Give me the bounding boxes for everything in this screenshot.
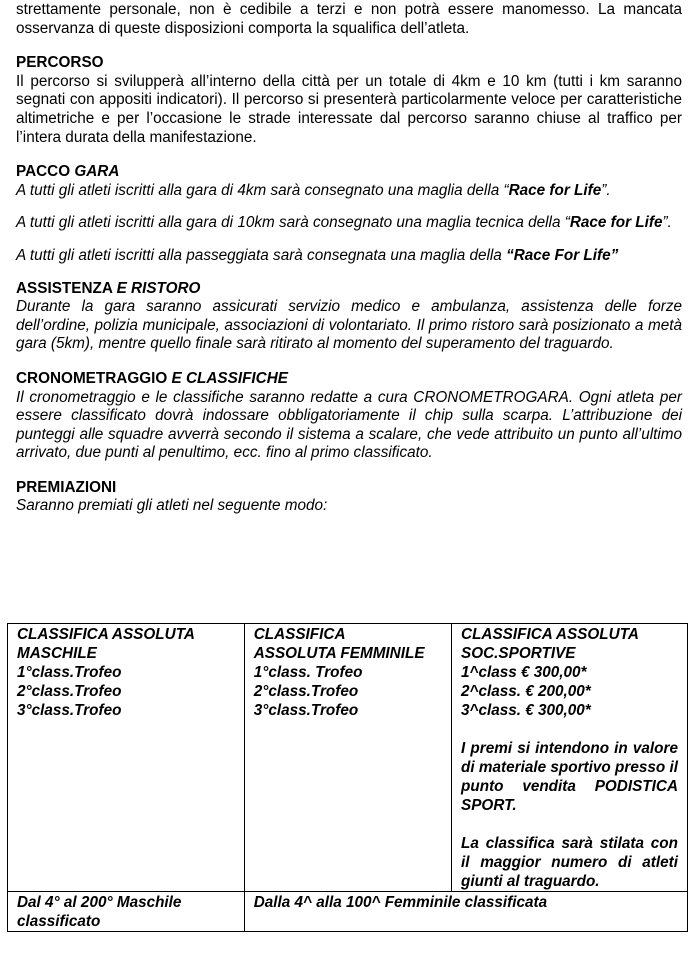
col-header-maschile: CLASSIFICA ASSOLUTA MASCHILE [17,626,195,662]
col-maschile [8,624,245,892]
premiazioni-intro: Saranno premiati gli atleti nel seguente modo: [16,497,328,515]
list-item: 3^class. € 300,00* [461,702,591,719]
pacco-paragraph-4km: A tutti gli atleti iscritti alla gara di 4km sarà consegnato una maglia della “Race for Life”. [16,181,611,199]
bottom-left-cell: Dal 4° al 200° Maschile classificato [8,892,245,932]
intro-paragraph: strettamente personale, non è cedibile a terzi e non potrà essere manomesso. La mancata osservanza di queste disposizioni comporta la squalifica dell’atleta. [16,1,682,37]
pacco-heading: PACCO GARA [16,163,120,181]
premiazioni-heading: PREMIAZIONI [16,478,117,496]
table-row [8,624,688,892]
premi-note: I premi si intendono in valore di materiale sportivo presso il punto vendita PODISTICA SPORT. [461,740,678,814]
assistenza-paragraph: Durante la gara saranno assicurati servizio medico e ambulanza, assistenza delle forze dell’ordine, polizia municipale, associazioni di volontariato. Il primo ristoro sarà posizionato a metà gara (5km), mentre quello finale sarà ritirato al momento del superamento del traguardo. [16,298,682,353]
pacco-paragraph-passeggiata: A tutti gli atleti iscritti alla passeggiata sarà consegnata una maglia della “Race For Life” [16,246,619,264]
col-header-femminile-1: CLASSIFICA [253,626,346,643]
crono-paragraph: Il cronometraggio e le classifiche saranno redatte a cura CRONOMETROGARA. Ogni atleta per essere classificato dovrà indossare obbligatoriamente il chip sulla scarpa. L’attribuzione dei punteggi alle squadre avverrà secondo il sistema a scalare, che vede attribuito un punto all’ultimo arrivato, due punti al penultimo, ecc. fino al primo classificato. [16,388,682,462]
list-item: 3°class.Trofeo [17,702,122,719]
list-item: 3°class.Trofeo [253,702,359,719]
list-item: 1°class.Trofeo [17,664,122,681]
table-row [8,892,688,932]
percorso-paragraph: Il percorso si svilupperà all’interno della città per un totale di 4km e 10 km (tutti i km saranno segnati con appositi indicatori). Il percorso si presenterà particolarmente veloce per caratteristiche altimetriche e per l’occasione le strade interessate dal percorso saranno chiuse al traffico per l’intera durata della manifestazione. [16,72,682,146]
list-item: 2°class.Trofeo [17,683,122,700]
col-societa [452,624,688,892]
list-item: 2^class. € 200,00* [461,683,591,700]
list-item: 1°class. Trofeo [253,664,363,681]
bottom-right-cell: Dalla 4^ alla 100^ Femminile classificata [244,892,687,932]
pacco-paragraph-10km: A tutti gli atleti iscritti alla gara di 10km sarà consegnato una maglia tecnica della “Race for Life”. [16,214,672,232]
percorso-heading: PERCORSO [16,54,104,72]
col-femminile [244,624,451,892]
premiazioni-table [7,623,688,932]
crono-heading: CRONOMETRAGGIO E CLASSIFICHE [16,369,288,387]
list-item: 2°class.Trofeo [253,683,359,700]
col-header-femminile-2: ASSOLUTA FEMMINILE [253,645,425,662]
assistenza-heading: ASSISTENZA E RISTORO [16,279,201,297]
classifica-note: La classifica sarà stilata con il maggior numero di atleti giunti al traguardo. [461,835,678,890]
list-item: 1^class € 300,00* [461,664,587,681]
col-header-societa: CLASSIFICA ASSOLUTA SOC.SPORTIVE [461,626,639,662]
document-page [16,1,682,516]
